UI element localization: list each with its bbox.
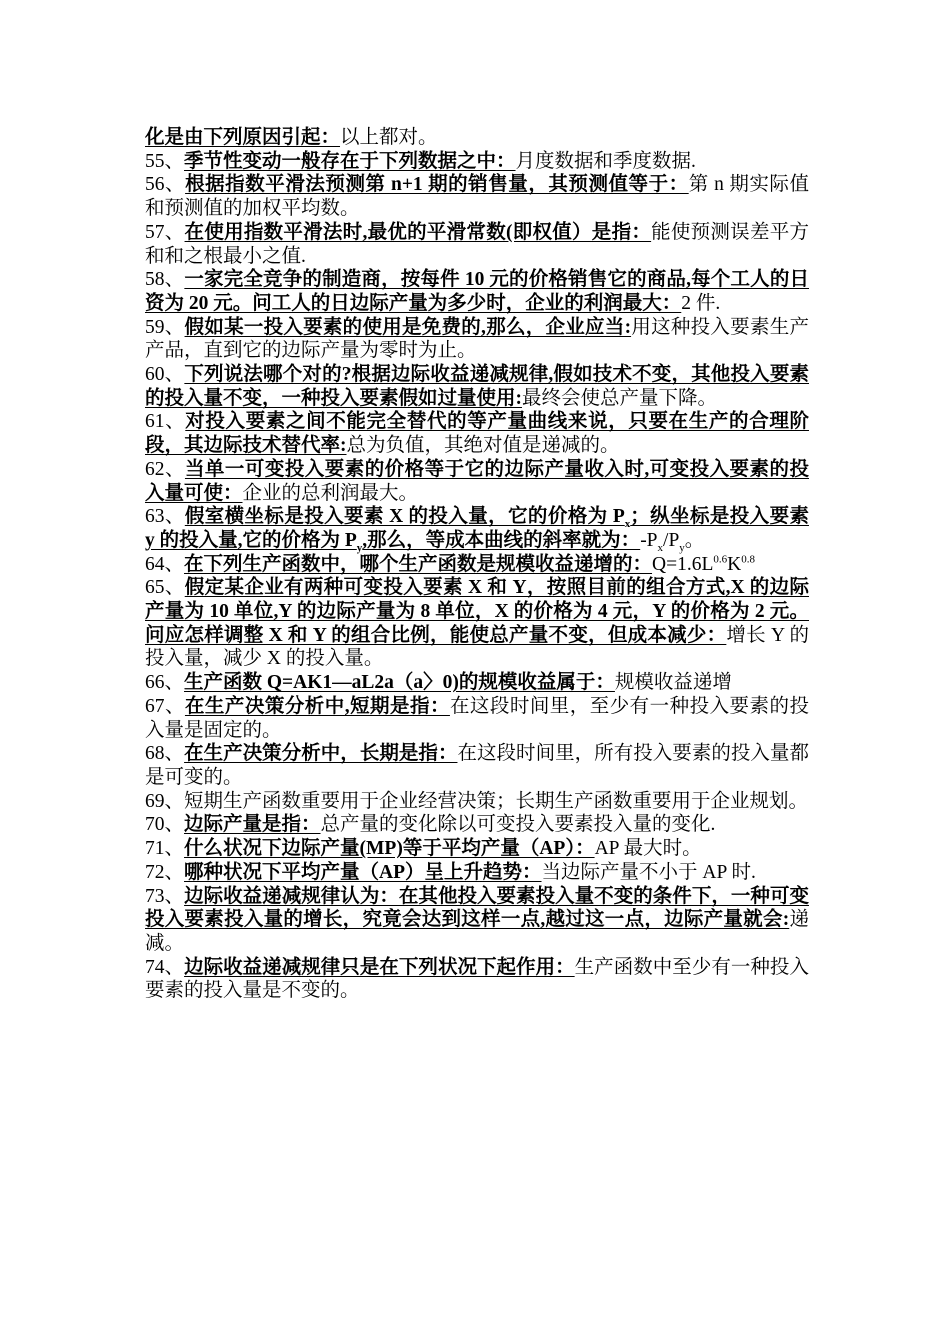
question-part: 假室横坐标是投入要素 X 的投入量，它的价格为 P [184,506,625,528]
list-item [145,671,809,695]
question-text: 当单一可变投入要素的价格等于它的边际产量收入时,可变投入要素的投入量可使： [145,458,809,504]
question-text: 什么状况下边际产量(MP)等于平均产量（AP）： [184,838,595,860]
question-text: 对投入要素之间不能完全替代的等产量曲线来说，只要在生产的合理阶段，其边际技术替代率: [145,411,809,457]
question-part: ,那么，等成本曲线的斜率就为： [362,529,641,551]
item-number: 66、 [145,672,185,694]
answer-text: 总产量的变化除以可变投入要素投入量的变化. [320,814,716,836]
subscript: y [356,541,363,554]
list-item [145,742,809,789]
list-item [145,695,809,742]
answer-text: 能使预测误差平方和和之根最小之值. [145,221,809,267]
list-item [145,173,809,220]
item-number: 72、 [145,861,185,883]
answer-text: 2 件. [681,292,721,314]
answer-part: 。 [684,529,705,551]
question-part: ；纵坐标是投入要素 y 的投入量,它的价格为 P [145,506,809,551]
answer-text: 第 n 期实际值和预测值的加权平均数。 [145,174,809,220]
question-text: 一家完全竞争的制造商，按每件 10 元的价格销售它的商品,每个工人的日资为 20 元。问工人的日边际产量为多少时，企业的利润最大： [145,269,809,314]
subscript: x [657,541,664,554]
list-item [145,576,809,671]
answer-text: 总为负值，其绝对值是递减的。 [346,435,620,457]
list-item [145,221,809,268]
item-number: 62、 [145,458,185,480]
list-item [145,410,809,457]
answer-text [652,554,755,575]
list-item [145,790,809,814]
item-number: 57、 [145,221,185,243]
list-item [145,316,809,363]
item-number: 74、 [145,956,185,978]
answer-text: 月度数据和季度数据. [515,150,696,172]
list-item [145,458,809,505]
item-number: 67、 [145,695,185,717]
question-text: 边际产量是指： [184,814,321,836]
question-text: 在使用指数平滑法时,最优的平滑常数(即权值）是指： [184,221,652,243]
question-text: 化是由下列原因引起： [145,127,341,148]
answer-text: 企业的总利润最大。 [242,482,419,504]
answer-text: 递减。 [145,909,809,954]
list-item [145,126,809,150]
item-number: 55、 [145,150,185,172]
question-text: 假定某企业有两种可变投入要素 X 和 Y，按照目前的组合方式,X 的边际产量为 10 单位,Y 的边际产量为 8 单位，X 的价格为 4 元，Y 的价格为 2 元。问应怎样调整 X 和 Y 的组合比例，能使总产量不变，但成本减少： [145,577,809,646]
list-item [145,813,809,837]
item-number: 71、 [145,838,185,860]
list-item [145,861,809,885]
question-text: 季节性变动一般存在于下列数据之中： [184,150,516,172]
list-item [145,956,809,1003]
list-item [145,505,809,552]
answer-text: 最终会使总产量下降。 [522,387,718,409]
answer-part: -P [640,529,658,551]
item-number: 69、 [145,790,185,812]
question-text: 假如某一投入要素的使用是免费的,那么，企业应当: [184,316,632,338]
item-number: 56、 [145,174,186,196]
question-text: 在下列生产函数中，哪个生产函数是规模收益递增的： [184,553,653,575]
answer-text: 当边际产量不小于 AP 时. [541,861,756,883]
question-text: 边际收益递减规律认为：在其他投入要素投入量不变的条件下，一种可变投入要素投入量的增长，究竟会达到这样一点,越过这一点，边际产量就会: [145,885,809,931]
question-text: 边际收益递减规律只是在下列状况下起作用： [184,956,575,978]
question-text: 哪种状况下平均产量（AP）呈上升趋势： [184,861,542,883]
list-item [145,885,809,956]
question-text [145,506,809,554]
question-text: 生产函数 Q=AK1—aL2a（a〉0)的规模收益属于： [184,672,615,694]
item-number: 68、 [145,743,185,765]
superscript: 0.8 [741,553,755,566]
answer-text: AP 最大时。 [594,838,702,860]
item-number: 73、 [145,885,185,907]
answer-text: 在这段时间里，至少有一种投入要素的投入量是固定的。 [145,695,809,741]
answer-part: /P [663,529,680,551]
list-item [145,837,809,861]
list-item [145,268,809,315]
subscript: y [679,541,685,554]
item-number: 63、 [145,506,185,528]
answer-text: 生产函数中至少有一种投入要素的投入量是不变的。 [145,956,809,1002]
answer-text: 在这段时间里，所有投入要素的投入量都是可变的。 [145,743,809,788]
answer-text: 规模收益递增 [614,672,732,694]
item-number: 59、 [145,316,185,338]
question-text: 在生产决策分析中,短期是指： [184,695,450,717]
answer-part: Q=1.6L [652,553,714,575]
answer-text: 增长 Y 的投入量，减少 X 的投入量。 [145,624,809,670]
item-number: 58、 [145,269,185,291]
item-number: 61、 [145,411,186,433]
answer-text: 短期生产函数重要用于企业经营决策；长期生产函数重要用于企业规划。 [184,790,809,812]
document-page [145,126,809,1003]
question-text: 在生产决策分析中，长期是指： [184,743,458,765]
item-number: 64、 [145,553,185,575]
question-text: 下列说法哪个对的?根据边际收益递减规律,假如技术不变，其他投入要素的投入量不变，一种投入要素假如过量使用: [145,364,809,409]
question-text: 根据指数平滑法预测第 n+1 期的销售量，其预测值等于： [185,174,689,196]
list-item [145,363,809,410]
answer-text: 以上都对。 [340,127,438,148]
item-number: 65、 [145,577,185,599]
superscript: 0.6 [713,553,728,566]
item-number: 70、 [145,814,185,836]
answer-text: 用这种投入要素生产产品，直到它的边际产量为零时为止。 [145,316,809,362]
list-item [145,150,809,174]
item-number: 60、 [145,364,185,386]
list-item [145,553,809,577]
answer-text [640,529,705,554]
subscript: x [624,518,631,531]
answer-part: K [727,553,742,575]
